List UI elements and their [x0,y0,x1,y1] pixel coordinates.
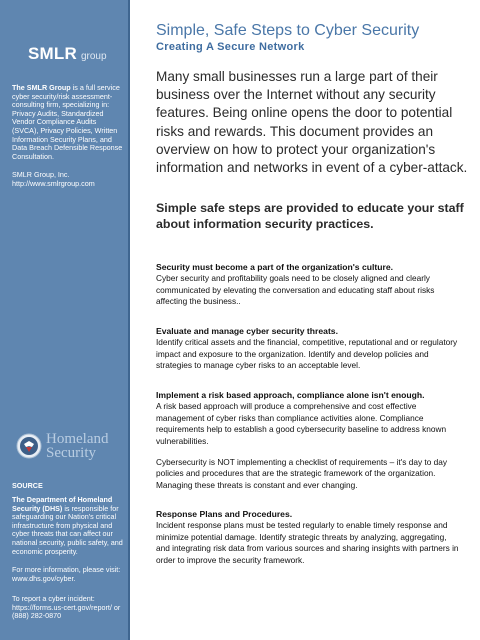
section-response-plans [156,509,462,566]
source-description-text: is responsible for safeguarding our Nation's critical infrastructure from physical and cyber threats that can affect our national security, public safety, and economic prosperity. [12,503,123,556]
intro-paragraph: Many small businesses run a large part of their business over the Internet without any security features. Being online opens the door to potential risks and rewards. This document provides an overview on how to protect your organization's information and networks in event of a cyber-attack. [156,69,468,176]
sidebar [0,0,130,640]
section-body: Identify critical assets and the financial, competitive, reputational and or regulatory impact and exposure to the organization. Identify and develop policies and strategies to manage cyber risks to an acceptable level. [156,337,458,371]
section-heading: Evaluate and manage cyber security threats. [156,326,338,336]
lead-statement: Simple safe steps are provided to educate your staff about information security practices. [156,201,464,231]
smlr-logo [28,44,107,64]
dhs-seal-icon [16,433,42,459]
section-culture [156,262,462,308]
source-heading: SOURCE [12,481,43,490]
section-heading: Implement a risk based approach, compliance alone isn't enough. [156,390,425,400]
main-content [130,0,480,640]
section-body: Incident response plans must be tested regularly to enable timely response and minimize potential damage. Identify strategic threats by analyzing, aggregating, and integrating risk data from various sources and sharing insights with partners in order to improve the security framework. [156,520,459,565]
section-heading: Security must become a part of the organization's culture. [156,262,393,272]
dhs-logo [16,432,108,460]
section-body: Cybersecurity is NOT implementing a checklist of requirements – it's day to day policies and procedures that are the strategic framework of the organization. Managing these threats is constant and ever changing. [156,457,448,490]
company-url-link[interactable]: http://www.smlrgroup.com [12,179,95,188]
page-title: Simple, Safe Steps to Cyber Security [156,22,420,39]
section-risk-approach [156,390,462,447]
more-info-text: For more information, please visit: www.dhs.gov/cyber. [12,565,121,583]
section-body: Cyber security and profitability goals need to be closely aligned and clearly communicated by elevating the conversation and educating staff about risks affecting the business.. [156,273,435,307]
section-body: A risk based approach will produce a comprehensive and cost effective management of cyber risks than compliance activities alone. Compliance requirements help to establish a good cybersecurity baseline to address known vulnerabilities. [156,401,447,446]
section-heading: Response Plans and Procedures. [156,509,293,519]
company-description [12,84,124,161]
company-legal-name: SMLR Group, Inc. [12,170,70,179]
section-threats [156,326,462,372]
report-incident-text: To report a cyber incident: https://forms.us-cert.gov/report/ or (888) 282-0870 [12,594,121,621]
logo-main-text: SMLR [28,44,77,63]
company-description-text: is a full service cyber security/risk assessment-consulting firm, specializing in: Privacy Audits, Standardized Vendor Compliance Audits (SVCA), Privacy Policies, Written Information Security Plans, and Data Breach Defensible Response Consultation. [12,83,123,161]
company-name: The SMLR Group [12,83,71,92]
logo-sub-text: group [80,51,107,62]
page-subtitle: Creating A Secure Network [156,41,305,53]
source-agency-name: The Department of Homeland Security (DHS) [12,495,113,513]
dhs-logo-text-security: Security [46,445,96,461]
dhs-logo-text-homeland: Homeland [46,431,109,447]
source-description [12,496,124,556]
section-checklist-note [156,457,462,491]
